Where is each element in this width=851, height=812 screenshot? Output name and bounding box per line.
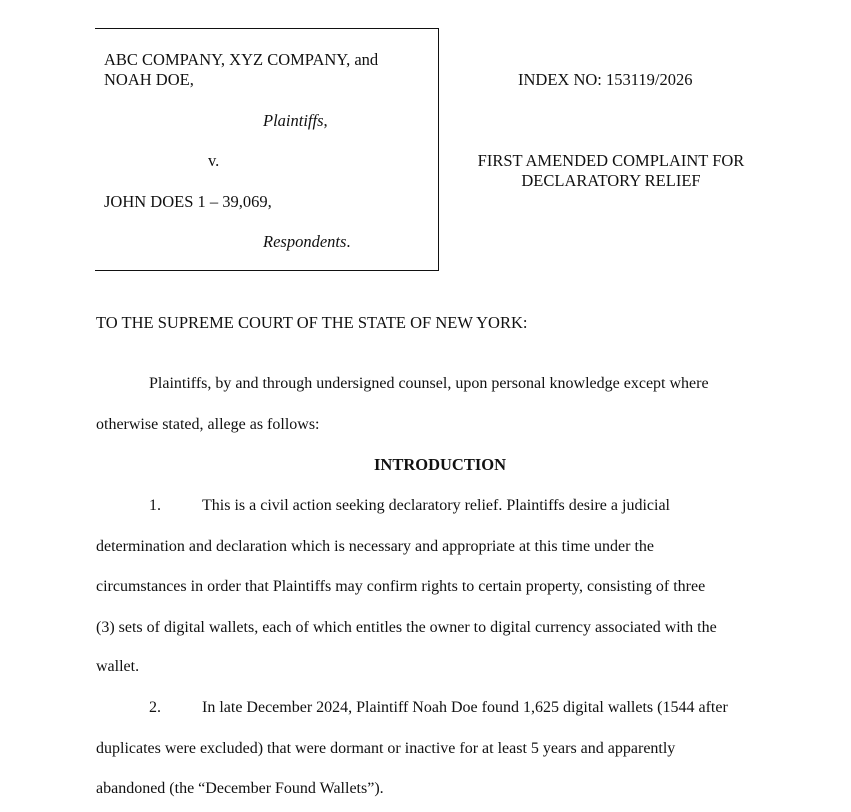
paragraph-2-line-2: duplicates were excluded) that were dormant or inactive for at least 5 years and apparently [96,740,676,757]
preamble-line-1: Plaintiffs, by and through undersigned counsel, upon personal knowledge except where [149,375,709,392]
paragraph-1-line-3: circumstances in order that Plaintiffs may confirm rights to certain property, consisting of three [96,578,706,595]
paragraph-2-line-1: In late December 2024, Plaintiff Noah Doe found 1,625 digital wallets (1544 after [202,699,728,716]
paragraph-number: 2. [149,699,161,716]
paragraph-1-line-4: (3) sets of digital wallets, each of which entitles the owner to digital currency associated with the [96,619,717,636]
paragraph-1-line-2: determination and declaration which is necessary and appropriate at this time under the [96,538,655,555]
caption-parties-line-1: ABC COMPANY, XYZ COMPANY, and [104,50,379,69]
respondents-label: Respondents [263,232,347,251]
plaintiffs-label: Plaintiffs [263,111,324,130]
section-heading: INTRODUCTION [373,455,507,474]
plaintiffs-label-line [263,111,328,131]
paragraph-number: 1. [149,497,161,514]
paragraph-2-line-3: abandoned (the “December Found Wallets”). [96,780,384,797]
respondents-name: JOHN DOES 1 – 39,069, [104,192,272,211]
caption-parties-line-2: NOAH DOE, [104,70,194,89]
respondents-label-line [263,232,351,252]
paragraph-1-line-1: This is a civil action seeking declaratory relief. Plaintiffs desire a judicial [202,497,670,514]
index-number: INDEX NO: 153119/2026 [518,70,693,89]
document-title-line-2: DECLARATORY RELIEF [521,171,701,190]
paragraph-1-line-5: wallet. [96,658,140,675]
versus-label: v. [208,151,220,170]
plaintiffs-label-suffix: , [323,111,328,130]
document-title-line-1: FIRST AMENDED COMPLAINT FOR [477,151,745,170]
respondents-label-suffix: . [346,232,351,251]
preamble-line-2: otherwise stated, allege as follows: [96,416,320,433]
court-address: TO THE SUPREME COURT OF THE STATE OF NEW YORK: [96,313,528,332]
